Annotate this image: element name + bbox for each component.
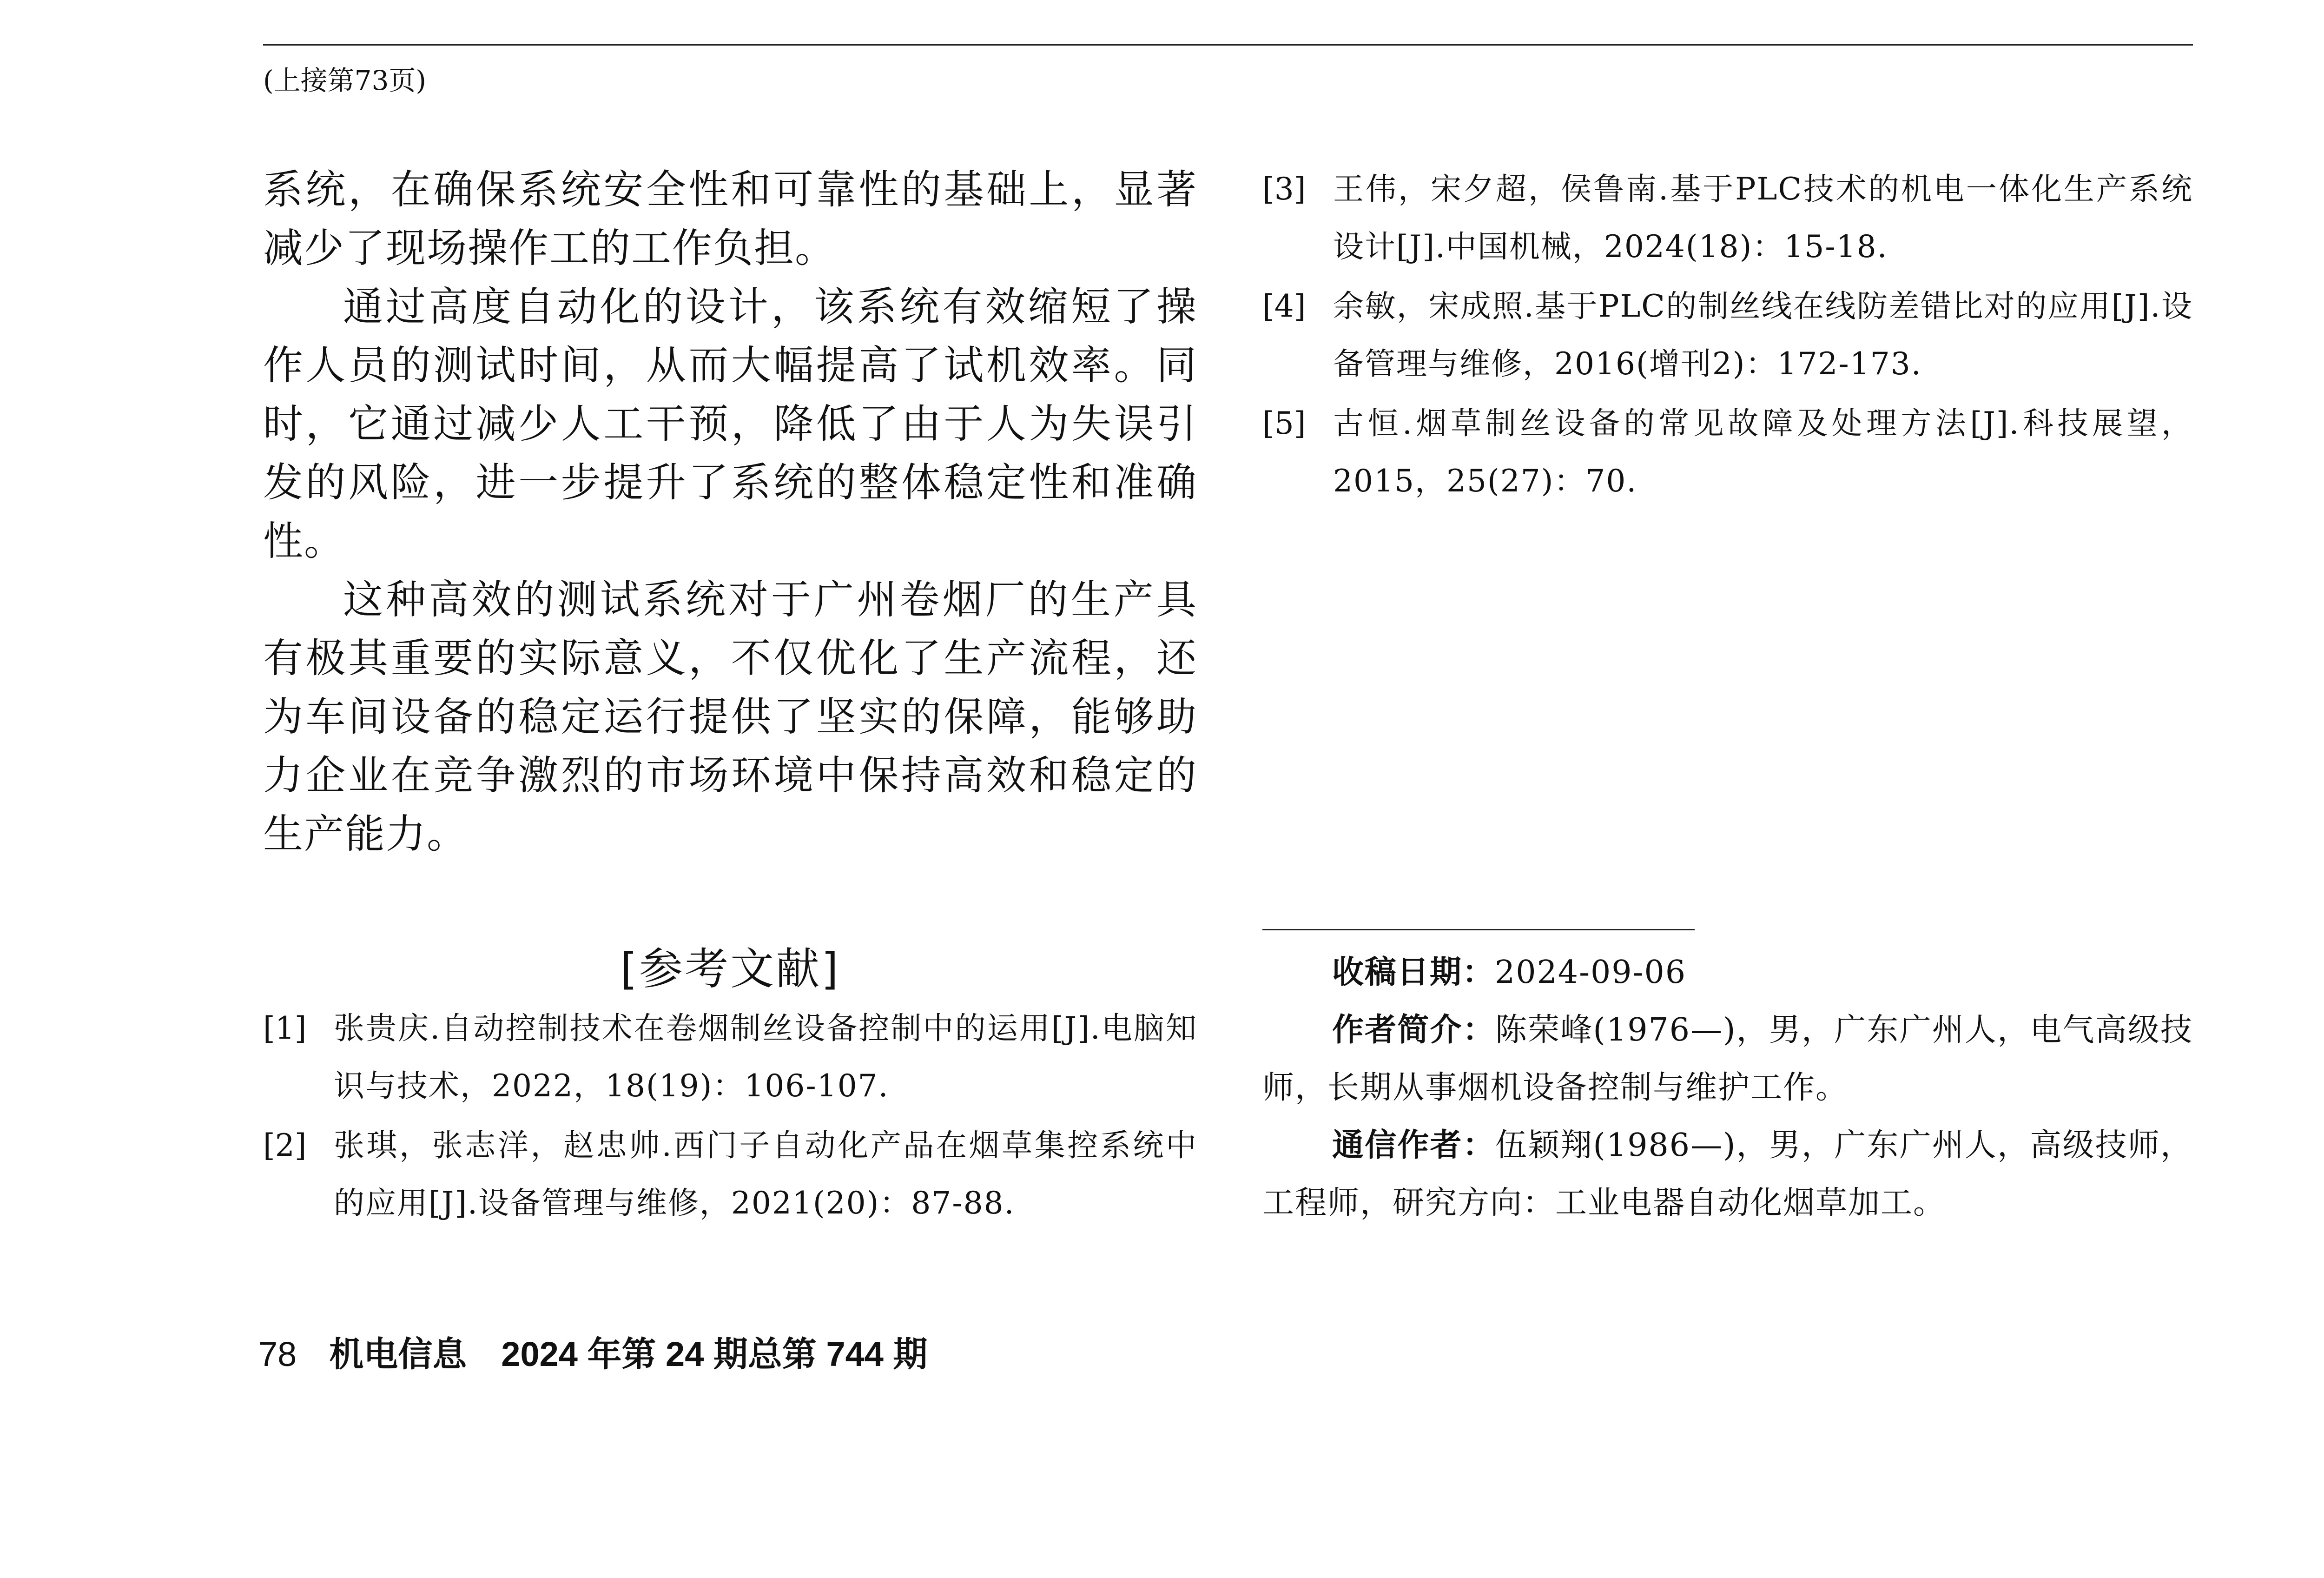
reference-text: 古恒.烟草制丝设备的常见故障及处理方法[J].科技展望，2015，25(27)：70. [1333,405,2193,499]
reference-text: 张琪，张志洋，赵忠帅.西门子自动化产品在烟草集控系统中的应用[J].设备管理与维修，2021(20)：87-88. [334,1127,1197,1221]
reference-number: [5] [1262,405,1306,441]
body-paragraph: 这种高效的测试系统对于广州卷烟厂的生产具有极其重要的实际意义，不仅优化了生产流程，还为车间设备的稳定运行提供了坚实的保障，能够助力企业在竞争激烈的市场环境中保持高效和稳定的生产能力。 [263,577,1197,857]
reference-number: [3] [1262,171,1306,207]
body-paragraph: 系统，在确保系统安全性和可靠性的基础上，显著减少了现场操作工的工作负担。 [263,166,1197,272]
corresponding-author-text: 伍颖翔(1986—)，男，广东广州人，高级技师，工程师，研究方向：工业电器自动化烟草加工。 [1262,1127,2193,1221]
author-bio-text: 陈荣峰(1976—)，男，广东广州人，电气高级技师，长期从事烟机设备控制与维护工作。 [1262,1012,2193,1106]
author-bio-note [1262,1001,2193,1117]
reference-number: [4] [1262,288,1306,324]
references-heading: [参考文献] [620,944,840,995]
reference-item [1262,160,2193,276]
references-list-right [1262,160,2193,512]
continued-from-note: (上接第73页) [263,65,427,96]
reference-number: [2] [263,1127,307,1163]
received-date-label: 收稿日期： [1332,954,1495,991]
corresponding-author-label: 通信作者： [1332,1127,1495,1164]
page-number: 78 [258,1335,297,1373]
received-date-value: 2024-09-06 [1495,954,1687,991]
corresponding-author-note [1262,1117,2193,1232]
header-rule [263,44,2193,46]
reference-item [1262,278,2193,393]
reference-text: 余敏，宋成照.基于PLC的制丝线在线防差错比对的应用[J].设备管理与维修，2016(增刊2)：172-173. [1333,288,2193,382]
received-date-note [1262,944,2193,1001]
reference-text: 王伟，宋夕超，侯鲁南.基于PLC技术的机电一体化生产系统设计[J].中国机械，2024(18)：15-18. [1333,171,2193,265]
body-paragraph: 通过高度自动化的设计，该系统有效缩短了操作人员的测试时间，从而大幅提高了试机效率。同时，它通过减少人工干预，降低了由于人为失误引发的风险，进一步提升了系统的整体稳定性和准确性。 [263,284,1197,564]
reference-item [263,1000,1197,1115]
article-notes [1262,944,2193,1232]
journal-issue: 机电信息 2024 年第 24 期总第 744 期 [329,1335,928,1373]
page-footer [258,1329,928,1380]
reference-item [263,1117,1197,1232]
reference-item [1262,395,2193,510]
author-bio-label: 作者简介： [1332,1012,1495,1048]
references-list-left [263,1000,1197,1234]
reference-number: [1] [263,1010,307,1046]
footnote-rule [1262,929,1695,930]
body-text-column [263,160,1197,863]
reference-text: 张贵庆.自动控制技术在卷烟制丝设备控制中的运用[J].电脑知识与技术，2022，18(19)：106-107. [334,1010,1197,1104]
